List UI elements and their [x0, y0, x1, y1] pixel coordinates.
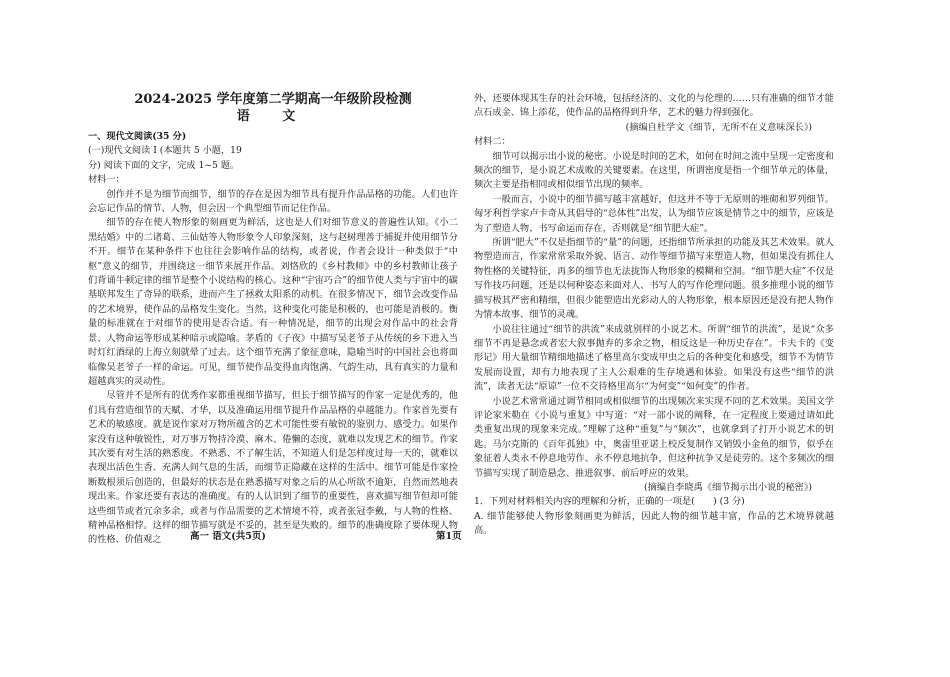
source-citation: (摘编自杜学文《细节，无所不在义意味深长》) — [625, 121, 812, 133]
footer-page-number: 第1页 — [436, 531, 462, 542]
exam-title: 2024-2025 学年度第二学期高一年级阶段检测 — [134, 92, 412, 107]
source-citation: (摘编自李晓禹《细节揭示出小说的秘密》) — [644, 481, 812, 493]
left-column — [88, 92, 458, 548]
answer-option-a: A. 细节能够使人物形象刻画更为鲜活，因此人物的细节越丰富，作品的艺术境界就越高。 — [474, 510, 834, 537]
paragraph: 细节的存在使人物形象的刻画更为鲜活，这也是人们对细节意义的普遍性认知。《小二黑结婚》中的二诸葛、三仙姑等人物形象令人印象深刻，这与赵树理善于捕捉并使用细节分不开。细节在某种条件下也往往会影响作品的结构，或者说，作者会设计一种类似于“中枢”意义的细节，并围绕这一细节来展开作品。刘恪欣的《乡村教师》中的乡村教师让孩子们背诵牛顿定律的细节是整个小说结构的核心。这种“宇宙巧合”的细节使人类与宇宙中的碳基联邦发生了奇异的联系，进而产生了拯救太阳系的动机。在很多情况下，细节会改变作品的艺术境界，使作品的品格发生变化。当然，这种变化可能是积极的，也可能是消极的。衡量的标准就在于对细节的使用是否合适。有一种情况是，细节的出现会对作品中的社会背景、人物命运等形成某种暗示或隐喻。茅盾的《子夜》中描写吴老爷子从传统的乡下进入当时灯红酒绿的上海立刻就晕了过去。这个细节充满了象征意味，隐喻当时的中国社会也将面临像吴老爷子一样的命运。可见，细节使作品变得血肉饱满、气韵生动，具有真实的力量和超越真实的灵动性。 — [88, 217, 458, 387]
paragraph: 所谓“肥大”不仅是指细节的“量”的问题，还指细节所承担的功能及其艺术效果。就人物塑造而言，作家常常采取外貌、语言、动作等细节描写来塑造人物，但如果没有抓住人物性格的关键特征，再多的细节也无法拢饰人物形象的模糊和空洞。“细节肥大症”不仅是写作技巧问题，还是以何种姿态来面对人、书写人的写作伦理问题。很多推理小说的细节描写极其严密和精细，但很少能塑造出光彩动人的人物形象，根本原因还是没有把人物作为情本故事、细节的灵魂。 — [474, 237, 834, 321]
material-one-label: 材料一： — [88, 174, 125, 186]
paragraph: 一般而言，小说中的细节描写越丰富越好，但这并不等于无原则的堆砌和罗列细节。匈牙利哲学家卢卡奇从其倡导的“总体性”出发，认为细节应该是情节之中的细节，应该是为了塑造人物、书写命运而存在，否则就是“细节肥大症”。 — [474, 193, 834, 234]
subsection-instructions-cont: 分) 阅读下面的文字，完成 1~5 题。 — [88, 159, 240, 171]
subsection-instructions: (一)现代文阅读 Ⅰ (本题共 5 小题，19 — [88, 145, 242, 157]
paragraph: 小说往往通过“细节的洪流”来成就别样的小说艺术。所谓“细节的洪流”，是说“众多细节不再是悬念或者宏大叙事抛弃的多余之物，相反这是一种历史存在”。卡夫卡的《变形记》用大量细节精细地描述了格里高尔变成甲虫之后的各种变化和感受，细节不为情节发展而设置，却有力地表现了主人公艰难的生存境遇和体验。如果没有这些“细节的洪流”，读者无法“原谅”一位不交待格里高尔“为何变”“如何变”的作者。 — [474, 323, 834, 393]
paragraph-continued: 外，还要体现其生存的社会环境，包括经济的、文化的与伦理的……只有准确的细节才能点石成金、锦上添花，使作品的品格得到升华，艺术的魅力得到强化。 — [474, 93, 834, 119]
section-heading: 一、现代文阅读(35 分) — [88, 131, 187, 142]
paragraph: 尽管并不是所有的优秀作家都重视细节描写，但长于细节描写的作家一定是优秀的，他们具有营造细节的天赋、才华，以及准确运用细节提升作品品格的卓越能力。作家首先要有艺术的敏感度。就是说作家对万物所蕴含的艺术可能性要有敏锐的鉴别力、感受力。如果作家没有这种敏锐性，对万事万物持冷漠、麻木、倦懒的态度，就难以发现艺术的细节。作家其次要有对生活的熟悉度。不熟悉、不了解生活，不知道人们是怎样度过每一天的，就难以表现出活色生香、充满人间气息的生活，而细节正隐藏在这样的生活中。细节可能是作家捡断数根须后创造的，但最好的状态是在熟悉描写对象之后的从心所欲不逾矩，自然而然地表现出来。作家还要有表达的准确度。有的人认识到了细节的重要性，喜欢描写细节但却可能这些细节或者冗余多余，或者与作品需要的艺术情境不符，或者张冠李戴，与人物的性格、精神品格相悖。这样的细节描写就是不妥的，甚至是失败的。细节的准确度除了要体现人物的性格、价值观之 — [88, 390, 458, 546]
material-two-label: 材料二： — [474, 136, 511, 148]
question-stem: 1．下列对材料相关内容的理解和分析，正确的一项是( ) (3 分) — [474, 496, 745, 508]
footer-course-label: 高一 语文(共5页) — [190, 531, 266, 542]
subject-title: 语 文 — [236, 109, 310, 124]
paragraph: 小说艺术常常通过调节相同或相似细节的出现频次来实现不同的艺术效果。美国文学评论家米勒在《小说与重复》中写道：“对一部小说的阐释，在一定程度上要通过请如此类重复出现的现象来完成。”理解了这种“重复”与“频次”，也就拿到了打开小说艺术的钥匙。马尔克斯的《百年孤独》中，奥雷里亚诺上校反复制作又销毁小金鱼的细节，似乎在象征着人类永不停息地劳作、永不停息地抗争，但这种抗争又是徒劳的。这个多频次的细节描写实现了制造悬念、推进叙事、前后呼应的效果。 — [474, 395, 834, 479]
paragraph: 细节可以揭示出小说的秘密。小说是时间的艺术，如何在时间之流中呈现一定密度和频次的细节，是小说艺术成败的关键要素。在这里，所谓密度是指一个细节单元的体量，频次主要是指相同或相似细节出现的频率。 — [474, 150, 834, 191]
paragraph: 创作并不是为细节而细节，细节的存在是因为细节具有提升作品品格的功能。人们也许会忘记作品的情节、人物，但会因一个典型细节而记住作品。 — [88, 188, 458, 215]
right-column — [474, 92, 834, 539]
